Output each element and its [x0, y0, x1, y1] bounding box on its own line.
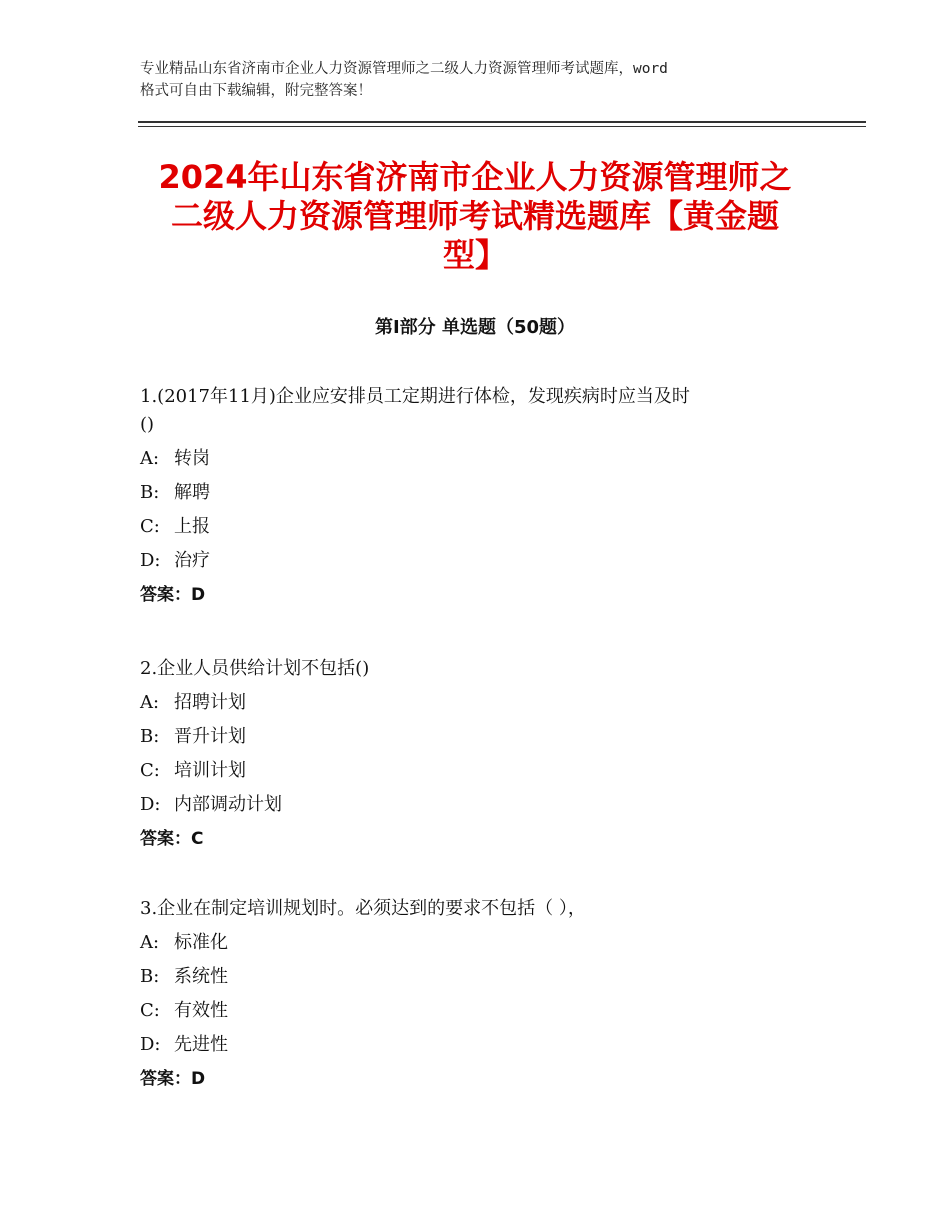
option-letter: A: — [140, 932, 160, 953]
option-a — [140, 689, 812, 723]
option-d — [140, 547, 812, 581]
option-a — [140, 929, 812, 963]
option-letter: C: — [140, 760, 160, 781]
question-stem-line-2: () — [140, 414, 155, 435]
document-title — [140, 158, 810, 275]
option-c — [140, 513, 812, 547]
option-text: 培训计划 — [174, 760, 246, 781]
document-title-line-2: 二级人力资源管理师考试精选题库【黄金题 — [170, 197, 779, 235]
option-d — [140, 791, 812, 825]
option-a — [140, 445, 812, 479]
option-text: 晋升计划 — [174, 726, 246, 747]
header-rule-thick — [138, 121, 866, 123]
option-letter: C: — [140, 516, 160, 537]
option-text: 治疗 — [174, 550, 210, 571]
option-letter: B: — [140, 966, 160, 987]
answer: 答案：C — [140, 829, 204, 849]
question-stem-line-1: 3.企业在制定培训规划时。必须达到的要求不包括（ ）， — [140, 898, 586, 919]
option-letter: A: — [140, 692, 160, 713]
option-text: 有效性 — [174, 1000, 228, 1021]
option-letter: B: — [140, 482, 160, 503]
document-title-line-1: 2024年山东省济南市企业人力资源管理师之 — [158, 158, 792, 196]
header-rule-thin — [138, 126, 866, 127]
header-note-line-1: 专业精品山东省济南市企业人力资源管理师之二级人力资源管理师考试题库，word — [140, 61, 668, 77]
option-letter: A: — [140, 448, 160, 469]
option-b — [140, 723, 812, 757]
option-text: 上报 — [174, 516, 210, 537]
question-1 — [140, 383, 812, 615]
question-stem-line-1: 2.企业人员供给计划不包括() — [140, 658, 370, 679]
option-text: 解聘 — [174, 482, 210, 503]
option-text: 内部调动计划 — [174, 794, 282, 815]
option-text: 先进性 — [174, 1034, 228, 1055]
question-2 — [140, 655, 812, 859]
answer: 答案：D — [140, 1069, 206, 1089]
option-b — [140, 963, 812, 997]
option-letter: D: — [140, 550, 161, 571]
header-note-line-2: 格式可自由下载编辑，附完整答案！ — [140, 83, 372, 99]
option-text: 系统性 — [174, 966, 228, 987]
header-note — [140, 58, 830, 102]
option-c — [140, 757, 812, 791]
option-letter: D: — [140, 794, 161, 815]
option-letter: C: — [140, 1000, 160, 1021]
option-c — [140, 997, 812, 1031]
option-letter: D: — [140, 1034, 161, 1055]
question-3 — [140, 895, 812, 1099]
document-title-line-3: 型】 — [442, 236, 507, 274]
option-text: 转岗 — [174, 448, 210, 469]
option-text: 标准化 — [174, 932, 228, 953]
question-stem-line-1: 1.(2017年11月)企业应安排员工定期进行体检，发现疾病时应当及时 — [140, 386, 690, 407]
option-text: 招聘计划 — [174, 692, 246, 713]
option-d — [140, 1031, 812, 1065]
answer: 答案：D — [140, 585, 206, 605]
option-b — [140, 479, 812, 513]
option-letter: B: — [140, 726, 160, 747]
section-title: 第Ⅰ部分 单选题（50题） — [374, 317, 575, 338]
